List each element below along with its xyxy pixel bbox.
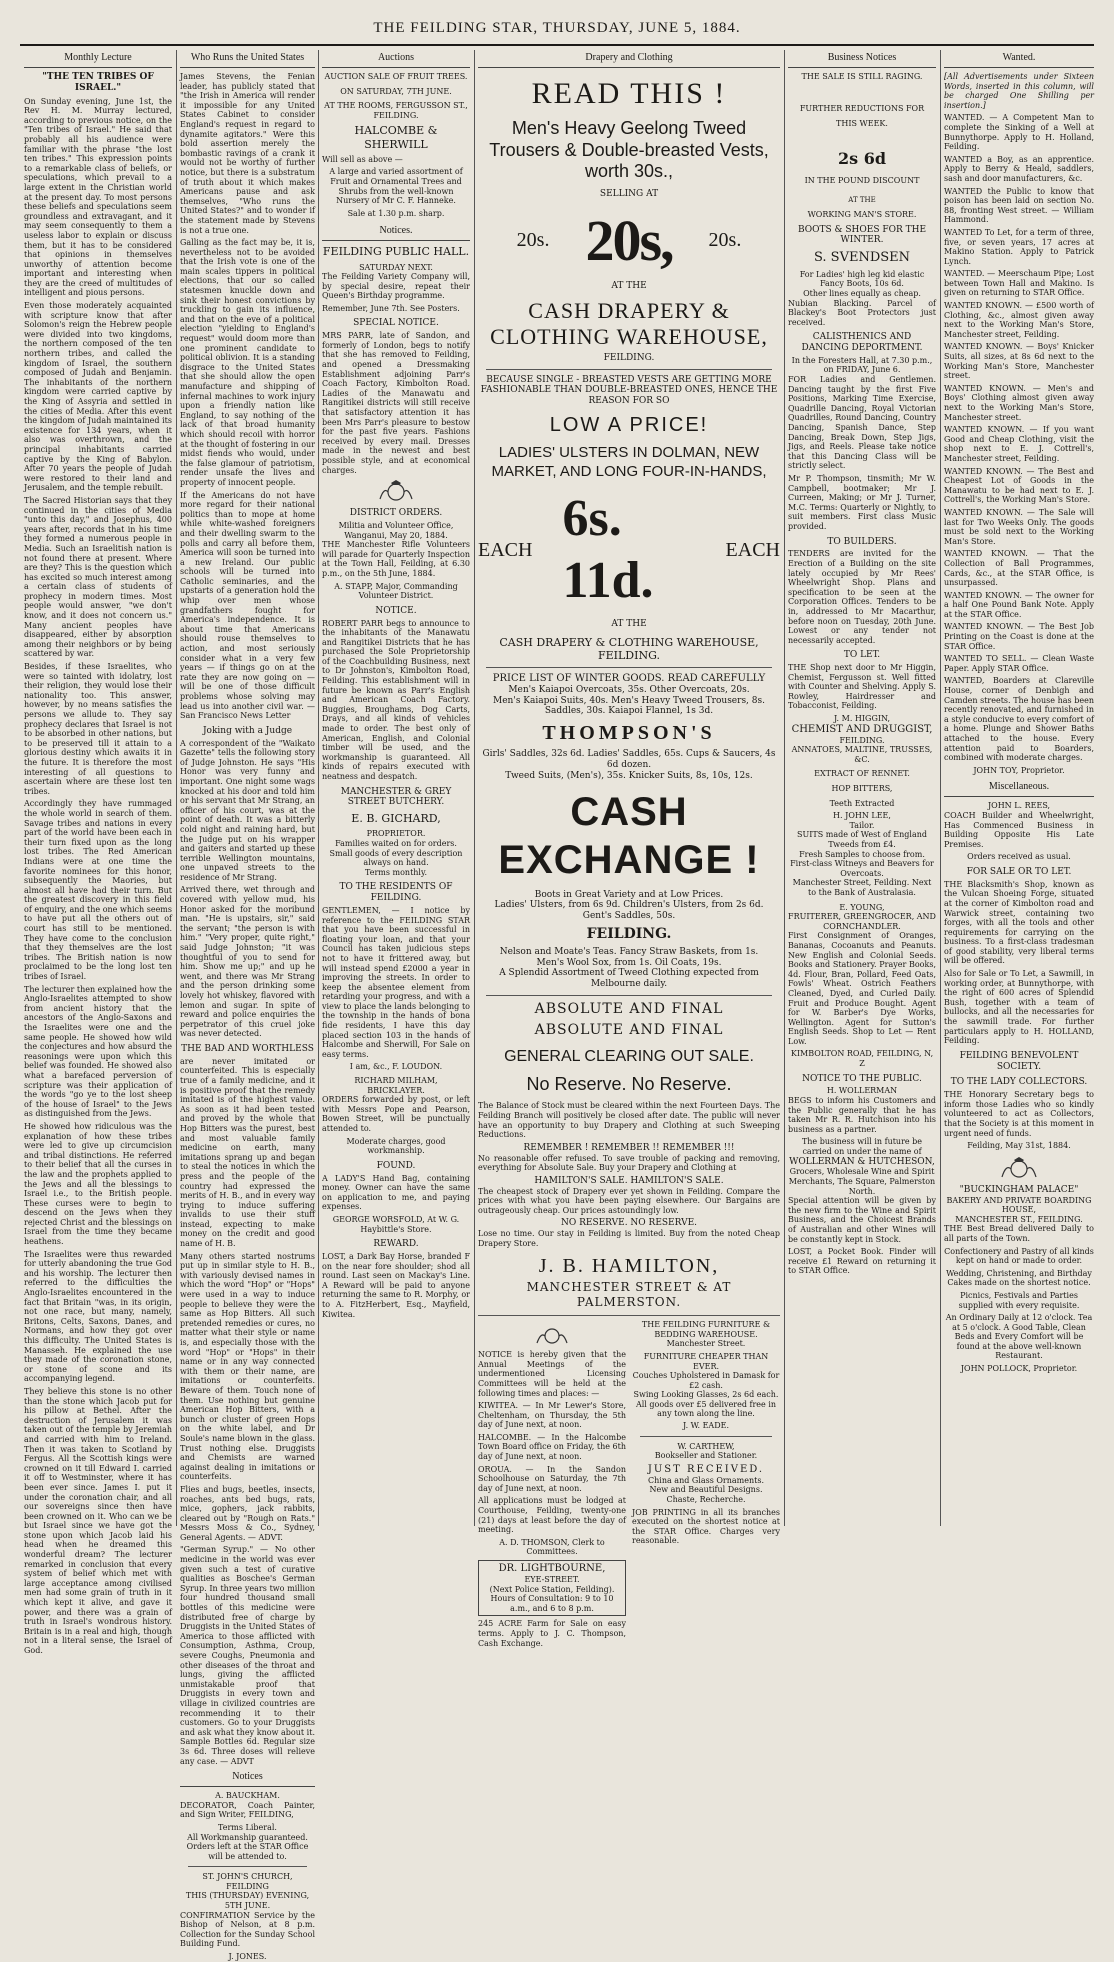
hall-title: FEILDING PUBLIC HALL. (322, 245, 470, 259)
wanted-ad: WANTED TO SELL. — Clean Waste Paper. Apply STAR Office. (944, 654, 1094, 673)
price-left: 20s. (516, 229, 550, 252)
lee-trade: Tailor. (849, 820, 875, 830)
ulsters-headline: LADIES' ULSTERS IN DOLMAN, NEW MARKET, AND LONG FOUR-IN-HANDS, (491, 443, 767, 481)
palace-dinner: An Ordinary Daily at 12 o'clock. Tea at 5 o'clock. A Good Table, Clean Beds and Every Comfort will be found at the above well-known Restaurant. (945, 1313, 1093, 1361)
rees-name: JOHN L. REES, (987, 801, 1051, 811)
price-list-line: Ladies' Ulsters, from 6s 9d. Children's Ulsters, from 2s 6d. (494, 900, 764, 911)
column-business-notices (788, 50, 936, 1530)
auction-firm: HALCOMBE & SHERWILL (354, 124, 438, 151)
found-text: A LADY'S Hand Bag, containing money. Owner can have the same on application to me, and paying expenses. (322, 1173, 470, 1212)
paragraph: If the Americans do not have more regard for their national politics than to mope at home while white-washed foreigners and their dwelling swarm to the polls and carry all before them, America will soon be turned into a new Ireland. Our public schools will be turned into Catholic seminaries, and the upstarts of a generation hold the whip over men whose grandfathers fought for America's independence. It is about time that Americans should rouse themselves to action, and most seriously consider what in a very few years — if things go on at the rate they are now going on — will be one of those difficult problems whose solving may lead us into another civil war. — San Francisco News Letter (180, 490, 315, 721)
hamilton-name: J. B. HAMILTON, (538, 1255, 720, 1278)
furniture-street: Manchester Street. (666, 1339, 746, 1349)
church-date: THIS (THURSDAY) EVENING, 5TH JUNE. (185, 1891, 310, 1911)
clearing-sale-headline: GENERAL CLEARING OUT SALE. (504, 1047, 754, 1065)
price-row (478, 206, 780, 276)
paragraph: The Israelites were thus rewarded for utterly abandoning the true God and his worship. The lecturer then referred to the difficulties the Anglo-Israelites encountered in the fact that Britain "was, in its origin, not one race, but many, namely, Britons, Celts, Saxons, Danes, and Normans, and how they got over this difficulty. The United States is Manasseh. He explained the use they made of the coronation stone, or stone of scone and its accompanying legend. (24, 1249, 172, 1384)
price-big: 20s, (585, 207, 673, 273)
column-divider (474, 50, 475, 1526)
dentist-sub: EYE-STREET. (524, 1575, 580, 1584)
royal-crest-icon (376, 479, 416, 503)
column-heading: Drapery and Clothing (478, 50, 780, 68)
notice-terms: Terms Liberal. (218, 1822, 277, 1832)
benevolent-heading: FEILDING BENEVOLENT SOCIETY. (959, 1050, 1079, 1072)
price-right: 20s. (708, 229, 742, 252)
paragraph: He showed how ridiculous was the explanation of how these tribes were led to give up circumcision and tribal distinctions. He referred to their belief that all the curses in the law and the prophets applied to the Jews and all the blessings to Israel i.e., to the British people. These curses were to begin to descend on the Jews when they rejected Christ and the blessings on Israel from the time they became heathens. (24, 1121, 172, 1247)
remember-line: REMEMBER ! REMEMBER !! REMEMBER !!! (523, 1142, 735, 1153)
jobprint-text: JOB PRINTING in all its branches executed on the shortest notice at the STAR Office. Charges very reasonable. (632, 1507, 780, 1546)
rees-text: COACH Builder and Wheelwright, Has Commenced Business in Building Opposite His Late Premises. (944, 810, 1094, 849)
wanted-ad: WANTED the Public to know that poison has been laid on section No. 88, fronting West street. — William Hammond. (944, 186, 1094, 225)
lost-text: LOST, a Pocket Book. Finder will receive £1 Reward on returning it to STAR Office. (788, 1247, 936, 1276)
young-address: KIMBOLTON ROAD, FEILDING, N, Z (790, 1049, 934, 1069)
paragraph: Flies and bugs, beetles, insects, roaches, ants bed bugs, rats, mice, gophers, jack rabbits, cleared out by "Rough on Rats." Messrs Moss & Co., Sydney, General Agents. — ADVT. (180, 1484, 315, 1542)
column-monthly-lecture (24, 50, 172, 1655)
samples-text: Fresh Samples to choose from. First-class Witneys and Beavers for Overcoats. (790, 849, 934, 878)
article-title: "THE TEN TRIBES OF ISRAEL." (42, 72, 154, 93)
wollerman-name: H. WOLLERMAN (826, 1086, 898, 1096)
price-list-line: Girls' Saddles, 32s 6d. Ladies' Saddles, 65s. Cups & Saucers, 4s 6d dozen. (482, 749, 776, 771)
boots-heading: BOOTS & SHOES FOR THE WINTER. (797, 224, 927, 246)
notice-guarantee: All Workmanship guaranteed. (187, 1832, 308, 1842)
hall-remember: Remember, June 7th. See Posters. (322, 303, 460, 313)
hall-date: SATURDAY NEXT. (359, 262, 433, 272)
young-text: First Consignment of Oranges, Bananas, Cocoanuts and Peanuts. New English and Colonial Seeds. Books and Stationery. Prayer Books, 4d. Flour, Bran, Pollard, Feed Oats, Fowls' Wheat. Ostrich Feathers Cleaned, Dyed, and Curled Daily. Fruit and Produce Bought. Agent for W. Barber's Dye Works, Wellington. Agent for Sutton's English Seeds. Shop to Let — Rent Low. (788, 931, 936, 1046)
cash-exchange-headline: CASH EXCHANGE ! (498, 789, 760, 882)
manchester-text: Manchester Street, Feilding. Next to the Bank of Australasia. (792, 878, 932, 897)
bottom-left-notices (478, 1320, 626, 1651)
column-divider (318, 50, 319, 1526)
auction-title: AUCTION SALE OF FRUIT TREES. (324, 72, 468, 81)
sale-text: The Balance of Stock must be cleared within the next Fourteen Days. The Feilding Branch will positively be closed after date. The public will never have an opportunity to buy Drapery and Clothing at such Sweeping Reductions. (478, 1101, 780, 1140)
divider (486, 667, 772, 668)
paragraph: The Sacred Historian says that they continued in the cities of Media "unto this day," and Josephus, 400 years after, records that in his time they formed a numerous people in Media. Such an Israelitish nation is not found there at present. Where are they? This is the question which has excited so much interest among a certain class of students of prophecy in modern times. Most people would answer, "we don't know, and it does not concern us." Many ancient peoples have disappeared, either by absorption among their neighbors or by being scattered by war. (24, 495, 172, 659)
higgin-name: J. M. HIGGIN, (833, 714, 891, 724)
nubian-text: Nubian Blacking. Parcel of Blackey's Boot Protectors just received. (788, 298, 936, 327)
china-line: China and Glass Ornaments. (648, 1475, 764, 1485)
notices-heading: Notices. (322, 223, 470, 241)
palace-text: THE Best Bread delivered Daily to all parts of the Town. (944, 1224, 1094, 1243)
paragraph: "German Syrup." — No other medicine in the world was ever given such a test of curative qualities as Boschee's German Syrup. In three years two million four hundred thousand small bottles of this medicine were distributed free of charge by Druggists in the United States of America to those afflicted with Consumption, Asthma, Croup, severe Coughs, Pneumonia and other diseases of the throat and lungs, giving the afflicted unmistakable proof that Druggists in every town and village in civilized countries are recommending it to their customers. Go to your Druggists and ask what they know about it. Sample Bottles 6d. Regular size 3s 6d. Three doses will relieve any case. — ADVT (180, 1545, 315, 1766)
wanted-ad: WANTED KNOWN. — The owner for a half One Pound Bank Note. Apply at the STAR Office. (944, 590, 1094, 619)
wanted-ad: WANTED a Boy, as an apprentice. Apply to Berry & Heald, saddlers, sash and door manufacturers, &c. (944, 154, 1094, 183)
wanted-ad: WANTED, Boarders at Clareville House, corner of Denbigh and Camden streets. The house has been recently renovated, and furnished in a style conducive to every comfort of a home. Plunge and Shower Baths attached to the house. Every attention paid to Boarders, combined with moderate charges. (944, 676, 1095, 763)
column-drapery-clothing (478, 50, 780, 1648)
district-sign: A. STAPP, Major, Commanding Volunteer District. (334, 581, 458, 601)
palace-street: MANCHESTER ST., FEILDING. (955, 1214, 1083, 1224)
received-heading: JUST RECEIVED. (647, 1463, 765, 1475)
calisthenics-text: FOR Ladies and Gentlemen. Dancing taught by the first Five Positions, Marking Time Exercise, Quadrille Dancing, Royal Victorian Quadrilles, Round Dancing, Country Dancing, Spanish Dance, Step Dancing, Break Down, Step Jigs, Jigs, and Reels. Please take notice that this Dancing Class will be strictly select. (788, 375, 936, 471)
residents-text: GENTLEMEN, — I notice by reference to the FEILDING STAR that you have been successful in floating your loan, and that your Council has taken judicious steps not to have it frittered away, but will instead spend £2000 a year in improving the streets. In order to keep the absentee element from retarding your progress, and with a view to place the lands belonging to the township in the hands of bona fide residents, I have this day placed section 103 in the hands of Halcombe and Sherwill, For Sale on easy terms. (322, 905, 470, 1059)
notice-text: ROBERT PARR begs to announce to the inhabitants of the Manawatu and Rangitikei Districts that he has purchased the Sole Proprietorship of the Coachbuilding Business, next to Dr Johnston's, Kimbolton Road, Feilding. This establishment will in future be known as Parr's English and American Coach Factory. Buggies, Broughams, Dog Carts, Drays, and all kinds of vehicles made to order. The best only of American, English, and Colonial timber will be used, and the workmanship is guaranteed. All kinds of repairs executed with neatness and despatch. (322, 618, 470, 782)
wollerman-future: The business will in future be carried on under the name of (801, 1137, 923, 1157)
tolet-text: THE Shop next door to Mr Higgin, Chemist, Fergusson st. Well fitted with Counter and Shelving. Apply S. Rowley, Hairdresser and Tobacconist, Feilding. (788, 663, 936, 711)
bottom-notices (478, 1315, 780, 1651)
forsale-also: Also for Sale or To Let, a Sawmill, in working order, at Bunnythorpe, with the right of 600 acres of Splendid Bush, together with a team of bullocks, and all the necessaries for the sawmill trade. For further particulars apply to H. HOLLAND, Feilding. (944, 969, 1094, 1046)
dentist-box (478, 1560, 626, 1616)
paragraph: The lecturer then explained how the Anglo-Israelites attempted to show from ancient history that the ancestors of the Anglo-Saxons and the Israelites were one and the same people. He showed how wild the conjectures and how absurd the reasonings were upon which this belief was founded. He showed also what a barefaced perversion of scripture was their application of the words "go ye to the lost sheep of the house of Israel" to the Jews as distinguished from the Jews. (24, 984, 172, 1119)
district-sub: Militia and Volunteer Office, Wanganui, May 20, 1884. (338, 520, 454, 540)
butcher-prop: PROPRIETOR. (366, 829, 426, 839)
milham-trade: BRICKLAYER. (367, 1085, 425, 1095)
this-week: THIS WEEK. (836, 119, 888, 129)
builders-heading: TO BUILDERS. (827, 536, 897, 547)
chaste-line: Chaste, Recherche. (666, 1495, 746, 1505)
auction-will: Will sell as above — (322, 154, 403, 164)
district-text: THE Manchester Rifle Volunteers will parade for Quarterly Inspection at the Town Hall, Feilding, at 6.30 p.m., on the 5th June, 1884. (322, 540, 470, 578)
public-notice-heading: NOTICE TO THE PUBLIC. (802, 1073, 922, 1084)
notice-name: A. BAUCKHAM. (215, 1791, 280, 1801)
section-heading: THE BAD AND WORTHLESS (181, 1043, 314, 1054)
furniture-couch: Couches Upholstered in Damask for £2 cash. (632, 1371, 780, 1390)
thompsons-headline: THOMPSON'S (542, 722, 716, 745)
misc-heading: Miscellaneous. (944, 779, 1094, 797)
sale-raging: THE SALE IS STILL RAGING. (801, 72, 923, 81)
paragraph: Many others started nostrums put up in similar style to H. B., with variously devised names in which the word "Hop" or "Hops" were used in a way to induce people to believe they were the same as Hop Bitters. All such pretended remedies or cures, no matter what their style or name is, and especially those with the word "Hop" or "Hops" in their name or in any way connected with them or their name, are imitations or counterfeits. Beware of them. Touch none of them. Use nothing but genuine American Hop Bitters, with a bunch or cluster of green Hops on the white label, and Dr Soule's name blown in the glass. Trust nothing else. Druggists and Chemists are warned against dealing in imitations or counterfeits. (180, 1251, 315, 1482)
butcher-heading: MANCHESTER & GREY STREET BUTCHERY. (340, 786, 452, 808)
acre-text: 245 ACRE Farm for Sale on easy terms. Apply to J. C. Thompson, Cash Exchange. (478, 1619, 626, 1648)
builders-text: TENDERS are invited for the Erection of a Building on the site lately occupied by Mr Rees' Wheelwright Shop. Plans and specification to be seen at the Corporation Offices. Tenders to be in, addressed to Mr Macarthur, before noon on Tuesday, 20th June. Lowest or any tender not necessarily accepted. (788, 549, 936, 645)
masthead (0, 0, 1114, 46)
tolet-heading: TO LET. (843, 650, 881, 661)
furniture-text: FURNITURE CHEAPER THAN EVER. (643, 1351, 769, 1371)
notice-heading: NOTICE. (375, 605, 417, 616)
butcher-name: E. B. GICHARD, (351, 812, 441, 826)
lee-name: H. JOHN LEE, (833, 811, 891, 821)
each-right: EACH (725, 539, 780, 562)
price-list-line: A Splendid Assortment of Tweed Clothing expected from Melbourne daily. (499, 968, 759, 990)
paragraph: Accordingly they have rummaged the whole world in search of them. Savage tribes and nations in every part of the world have been each in their turn fixed upon as the long lost tribes. The Red American Indians were at one time the favorite nominees for this honor, subsequently the Maories, but almost all have had their turn. But the greatest discovery in this field of enquiry, and the one which seems to have put all the others out of court has still to be mentioned. They have come to the conclusion that they themselves are the lost tribes. The British nation is now proclaimed to be the long lost ten tribes of Israel. (24, 799, 172, 982)
price-list-heading: PRICE LIST OF WINTER GOODS. READ CAREFULLY (492, 672, 766, 684)
notice-text: All applications must be lodged at Courthouse, Feilding, twenty-one (21) days at least before the day of meeting. (478, 1496, 626, 1535)
milham-rates: Moderate charges, good workmanship. (346, 1136, 446, 1156)
further-reductions: FURTHER REDUCTIONS FOR (799, 103, 925, 113)
no-reserve-headline: No Reserve. No Reserve. (526, 1073, 732, 1094)
carthew-name: W. CARTHEW, (677, 1441, 735, 1451)
eade-sign: J. W. EADE. (683, 1421, 729, 1431)
found-heading: FOUND. (376, 1160, 416, 1171)
each-price: 6s. 11d. (562, 489, 654, 610)
column-divider (784, 50, 785, 1526)
butcher-terms: Terms monthly. (365, 867, 427, 877)
hop-bitters-line: HOP BITTERS, (831, 784, 893, 794)
annatoes-line: ANNATOES, MALTINE, TRUSSES, &C. (791, 745, 933, 764)
teeth-line: Teeth Extracted (829, 798, 895, 808)
wanted-ad: WANTED To Let, for a term of three, five, or seven years, 17 acres at Makino Station. Apply to Patrick Lynch. (944, 227, 1094, 266)
designs-line: New and Beautiful Designs. (649, 1485, 763, 1495)
milham-text: ORDERS forwarded by post, or left with Messrs Pope and Pearson, Bowen Street, will be punctually attended to. (322, 1095, 470, 1134)
calisthenics-refs: Mr P. Thompson, tinsmith; Mr W. Campbell, bootmaker; Mr J. Curreen, Making; or Mr J. Turner, M.C. Terms: Quarterly or Nightly, to suit members. First class Music provided. (788, 474, 936, 531)
notice-text: HALCOMBE. — In the Halcombe Town Board office on Friday, the 6th day of June next, at noon. (478, 1432, 626, 1462)
royal-crest-icon (997, 1155, 1041, 1181)
forsale-text: THE Blacksmith's Shop, known as the Vulcan Shoeing Forge, situated at the corner of Kimbolton road and Warwick street, containing two forges, with all the tools and other requirements for carrying on the business. To a first-class tradesman of good stability, very liberal terms will be offered. (944, 879, 1094, 966)
furniture-heading: THE FEILDING FURNITURE & BEDDING WAREHOUSE. (641, 1320, 771, 1339)
young-name: E. YOUNG, (839, 902, 885, 912)
column-us-article (180, 50, 315, 1962)
collectors-text: THE Honorary Secretary begs to inform those Ladies who so kindly volunteered to act as Collectors, that the Society is at this moment in urgent need of funds. (944, 1090, 1094, 1138)
palace-name: "BUCKINGHAM PALACE" (959, 1184, 1079, 1195)
price-list-line: Men's Kaiapoi Overcoats, 35s. Other Overcoats, 20s. (508, 684, 750, 695)
notice-text: NOTICE is hereby given that the Annual Meetings of the undermentioned Licensing Committees will be held at the following times and places: — (478, 1350, 626, 1398)
paragraph: are never imitated or counterfeited. This is especially true of a family medicine, and it is positive proof that the remedy imitated is of the highest value. As soon as it had been tested and proved by the whole that Hop Bitters was the purest, best and most valuable family medicine on earth, many imitations sprang up and began to steal the notices in which the press and the people of the country had expressed the merits of H. B., and in every way trying to induce suffering invalids to use their stuff instead, expecting to make money on the credit and good name of H. B. (180, 1056, 315, 1249)
church-sign: J. JONES. (228, 1952, 267, 1962)
price-list-line: Boots in Great Variety and at Low Prices. (534, 889, 724, 900)
discount-text: IN THE POUND DISCOUNT (804, 175, 920, 185)
because-text: BECAUSE SINGLE - BREASTED VESTS ARE GETTING MORE FASHIONABLE THAN DOUBLE-BREASTED ONES, HENCE THE REASON FOR SO (480, 374, 778, 407)
read-this-headline: READ THIS ! (531, 77, 727, 110)
price-list-line: Saddles, 30s. Kaiapoi Flannel, 1s 3d. (544, 706, 714, 717)
notice-sign: A. D. THOMSON, Clerk to Committees. (499, 1537, 605, 1557)
district-heading: DISTRICT ORDERS. (349, 508, 443, 519)
store-name-2: CASH DRAPERY & CLOTHING WAREHOUSE, FEILDING. (499, 635, 759, 662)
wanted-ad: WANTED KNOWN. — The Sale will last for Two Weeks Only. The goods must be sold next to the Working Man's Store. (944, 507, 1094, 546)
auction-place: AT THE ROOMS, FERGUSSON ST., FEILDING. (324, 101, 468, 120)
column-heading: Auctions (322, 50, 470, 68)
price-list-line: Nelson and Moate's Teas. Fancy Straw Baskets, from 1s. (499, 946, 759, 957)
wollerman-trade: Grocers, Wholesale Wine and Spirit Merchants, The Square, Palmerston North. (788, 1167, 936, 1196)
butcher-small: Small goods of every description always on hand. (329, 848, 463, 868)
sale-text: Lose no time. Our stay in Feilding is limited. Buy from the noted Cheap Drapery Store. (478, 1229, 780, 1248)
residents-heading: TO THE RESIDENTS OF FEILDING. (339, 882, 453, 904)
wanted-ad: WANTED KNOWN. — £500 worth of Clothing, &c., almost given away next to the Working Man's Store, Manchester street, Feilding. (944, 301, 1094, 339)
paragraph: A correspondent of the "Waikato Gazette" tells the following story of Judge Johnston. He says "His Honor was very funny and important. One night some wags knocked at his door and told him or his servant that Mr Strang, an officer of his court, was at the point of death. It was a bitterly cold night and raining hard, but the Judge put on his wrapper and gaiters and started up these terrible Wellington mountains, one unpaved streets to the residence of Mr Strang. (180, 738, 315, 882)
special-notice-text: MRS PARR, late of Sandon, and formerly of London, begs to notify that she has removed to Feilding, and opened a Dressmaking Establishment adjoining Parr's Coach Factory, Kimbolton Road. Ladies of the Manawatu and Rangitikei districts will still receive that satisfactory attention it has been Mrs Parr's pleasure to bestow for the past five years. Fashions received by every mail. Dresses made in the newest and best possible style, and at economical charges. (322, 331, 470, 475)
no-reserve-line: NO RESERVE. NO RESERVE. (560, 1218, 698, 1229)
wanted-intro: [All Advertisements under Sixteen Words, inserted in this column, will be charged One Shilling per insertion.] (944, 72, 1094, 110)
higgin-trade: CHEMIST AND DRUGGIST, (791, 723, 933, 735)
at-the: AT THE (611, 281, 647, 292)
auction-text: A large and varied assortment of Fruit and Ornamental Trees and Shrubs from the well-known Nursery of Mr C. F. Hanneke. (329, 167, 463, 206)
pollock-sign: JOHN POLLOCK, Proprietor. (960, 1364, 1078, 1374)
wanted-ad: WANTED. — A Competent Man to complete the Sinking of a Well at Bunnythorpe. Apply to H. Holland, Feilding. (944, 113, 1094, 152)
selling-at: SELLING AT (599, 188, 659, 199)
working-mans-store: WORKING MAN'S STORE. (807, 209, 917, 219)
masthead-title: THE FEILDING STAR, THURSDAY, JUNE 5, 1884. (373, 20, 741, 36)
notices-heading: Notices (180, 1769, 315, 1787)
store-place: FEILDING. (603, 352, 655, 363)
absolute-final: ABSOLUTE AND FINAL (534, 1001, 724, 1018)
hamilton-sale: HAMILTON'S SALE. HAMILTON'S SALE. (534, 1175, 724, 1186)
divider (486, 369, 772, 370)
paragraph: Galling as the fact may be, it is, nevertheless not to be avoided that the Irish vote is one of the main scales tippers in political elections, that our so called statesmen knuckle down and sink their honest convictions by truckling to gain its influence, and that on the eve of a political election "yielding to England's request" would doom more than one prominent candidate to political oblivion. It is a standing disgrace to the United States that she should allow the open manufacture and shipping of infernal machines to work injury upon a friendly nation like England, to say nothing of the lack of that broad humanity which should recoil with horror at the thought of fostering in our midst fiends who would, under the false glamour of patriotism, render unsafe the lives and property of innocent people. (180, 238, 315, 487)
auction-date: ON SATURDAY, 7TH JUNE. (340, 86, 452, 96)
column-heading: Business Notices (788, 50, 936, 68)
divider (188, 1866, 307, 1867)
carthew-trade: Bookseller and Stationer. (654, 1451, 758, 1461)
calisthenics-date: In the Foresters Hall, at 7.30 p.m., on FRIDAY, June 6. (791, 355, 933, 375)
dentist-text: (Next Police Station, Feilding). Hours of Consultation: 9 to 10 a.m., and 6 to 8 p.m. (489, 1584, 615, 1613)
at-the: AT THE (848, 195, 876, 204)
wollerman-special: Special attention will be given by the new firm to the Wine and Spirit Business, and the Choicest Brands of Australian and other Wines will be constantly kept in Stock. (788, 1196, 936, 1244)
paragraph: Besides, if these Israelites, who were so tainted with idolatry, lost their religion, they would lose their nationality too. This answer, however, by no means satisfies the persons we allude to. They say prophecy declares that Israel is not to be absorbed in other nations, but to be preserved till it attain to a glorious destiny which awaits it in the future. It is therefore the most interesting of all questions to ascertain where are these lost ten tribes. (24, 662, 172, 796)
furniture-swing: Swing Looking Glasses, 2s 6d each. All goods over £5 delivered free in any town along the line. (633, 1390, 779, 1419)
column-auctions (322, 50, 470, 1530)
rees-orders: Orders received as usual. (967, 852, 1071, 862)
column-heading: Who Runs the United States (180, 50, 315, 68)
special-notice-heading: SPECIAL NOTICE. (353, 318, 439, 329)
price-list-line: Men's Wool Sox, from 1s. Oil Coats, 19s. (536, 957, 722, 968)
bottom-right-notices (632, 1320, 780, 1651)
column-wanted (944, 50, 1094, 1530)
wanted-ad: WANTED KNOWN. — The Best Job Printing on the Coast is done at the STAR Office. (944, 622, 1094, 651)
divider (486, 995, 772, 996)
notice-text: DECORATOR, Coach Painter, and Sign Writer, FEILDING, (180, 1800, 315, 1820)
butcher-text: Families waited on for orders. (335, 838, 457, 848)
toy-sign: JOHN TOY, Proprietor. (973, 765, 1065, 775)
wollerman-firm: WOLLERMAN & HUTCHESON, (789, 1156, 935, 1167)
church-text: CONFIRMATION Service by the Bishop of Nelson, at 8 p.m. Collection for the Sunday School Building Fund. (180, 1910, 315, 1949)
paragraph: Arrived there, wet through and covered with yellow mud, his Honor asked for the moribund man. "He is upstairs, sir," said the servant; "the person is with him." "Very proper, quite right," said Judge Johnston; "it was thoughtful of you to send for him. Show me up;" and up he went, and there was Mr Strang and the person drinking some lovely hot whiskey, flavored with lemon and sugar. In spite of reward and police enquiries the perpetrator of this cruel joke was never detected. (180, 885, 315, 1039)
hamilton-address: MANCHESTER STREET & AT PALMERSTON. (526, 1280, 732, 1309)
palace-sub: BAKERY AND PRIVATE BOARDING HOUSE, (946, 1195, 1092, 1215)
higgin-place: FEILDING. (839, 735, 885, 745)
wollerman-text: BEGS to inform his Customers and the Public generally that he has taken Mr R. R. Hutchison into his business as a partner. (788, 1096, 936, 1134)
collectors-heading: TO THE LADY COLLECTORS. (950, 1077, 1088, 1088)
each-price-row (478, 488, 780, 613)
paragraph: Even those moderately acquainted with scripture know that after Solomon's reign the Hebrew people were divided into two kingdoms, the northern composed of the ten northern tribes, and called the kingdom of Israel, the southern composed of Judah and Benjamin. The inhabitants of the northern kingdom were carried captive by the King of Assyria and settled in the cities of Media. After this event the kingdom of Judah maintained its existence for 134 years, when it also was overthrown, and the principal inhabitants carried captive by the King of Babylon. After 70 years the people of Judah were restored to their land and Jerusalem, and the temple rebuilt. (24, 301, 172, 493)
store-name: CASH DRAPERY & CLOTHING WAREHOUSE, (490, 297, 768, 350)
paragraph: On Sunday evening, June 1st, the Rev H. M. Murray lectured, according to previous notice, on the "Ten tribes of Israel." He said that probably all his audience were familiar with the phrase "the lost ten tribes." This expression points to a remarkable class of beliefs, or speculations, which prevail to a large extent in the Christian world at the present day. To most persons these beliefs and speculations seem groundless and extravagant, and it may seem consequently to them a useless labor to explain or discuss them, but it has to be considered that opinions in themselves unworthy of attention become important and interesting when they are the creed of multitudes of intelligent and pious persons. (24, 96, 172, 298)
suits-text: SUITS made of West of England Tweeds from £4. (796, 830, 928, 850)
milham-name: RICHARD MILHAM, (354, 1076, 438, 1086)
price-list-line: Men's Kaiapoi Suits, 40s. Men's Heavy Tweed Trousers, 8s. (493, 695, 765, 706)
auction-sale: Sale at 1.30 p.m. sharp. (347, 208, 445, 218)
rennet-line: EXTRACT OF RENNET. (814, 769, 910, 779)
column-divider (940, 50, 941, 1526)
sale-text: The cheapest stock of Drapery ever yet shown in Feilding. Compare the prices with what you have been paying elsewhere. Our Bargains are outrageously cheap. Our prices astoundingly low. (478, 1186, 780, 1215)
wanted-ad: WANTED KNOWN. — Boys' Knicker Suits, all sizes, at 8s 6d next to the Working Man's Store, Manchester street. (944, 342, 1094, 381)
found-sign: GEORGE WORSFOLD, At W. G. Haybittle's Store. (332, 1214, 460, 1234)
collectors-date: Feilding, May 31st, 1884. (967, 1141, 1071, 1151)
svendsen-name: S. SVENDSEN (813, 250, 911, 266)
wanted-ad: WANTED. — Meerschaum Pipe; Lost between Town Hall and Makino. Is given on returning to STAR Office. (944, 269, 1094, 298)
reward-heading: REWARD. (373, 1239, 419, 1250)
paragraph: They believe this stone is no other than the stone which Jacob put for his pillow at Bethel. After the destruction of Jerusalem it was taken out of the temple by Jeremiah and carried with him to Ireland. Then it was taken to Scotland by Fergus. All the Scottish kings were crowned on it till Edward I. carried it off to Westminster, where it has been ever since. James I. put it under the coronation chair, and all our sovereigns since then have been crowned on it. Who can we be but Israel since we have got the stone upon which Jacob laid his head when he dreamed this wonderful dream? The lecturer remarked in conclusion that every system of belief which met with large acceptance among civilised men had some grain of truth in it which kept it alive, and gave it power, and there was a grain of truth in Israel's wondrous history. Britain is in a real and high, though not in a literal sense, the Israel of God. (24, 1386, 172, 1655)
paragraph: James Stevens, the Fenian leader, has publicly stated that "the Irish in America will render it impossible for any United States Cabinet to consider England's request in regard to dynamite agitators." Were this bold assertion merely the bombastic ravings of a crank it would not be worthy of further notice, but there is a substratum of truth about it which makes Americans pause and ask themselves, "Who runs the United States?" and to wonder if the statement made by Stevens is not a true one. (180, 72, 315, 235)
price-list-line: Gent's Saddles, 50s. (582, 911, 676, 922)
forsale-heading: FOR SALE OR TO LET. (966, 866, 1072, 877)
notice-text: OROUA. — In the Sandon Schoolhouse on Saturday, the 7th day of June next, at noon. (478, 1464, 626, 1493)
each-left: EACH (478, 539, 533, 562)
svendsen-other: Other lines equally as cheap. (803, 288, 921, 298)
divider (640, 1436, 772, 1437)
reward-text: LOST, a Dark Bay Horse, branded F on the near fore shoulder; shod all round. Last seen on Mackay's Line. A Reward will be paid to anyone returning the same to R. Morphy, or to A. FitzHerbert, Esq., Mayfield, Kiwitea. (322, 1251, 470, 1319)
at-the: AT THE (611, 618, 647, 629)
hall-text: The Feilding Variety Company will, by special desire, repeat their Queen's Birthday programme. (322, 272, 470, 301)
column-heading: Monthly Lecture (24, 50, 172, 68)
wanted-ad: WANTED KNOWN. — The Best and Cheapest Lot of Goods in the Manawatu to be had next to E. J. Cottrell's, the Working Man's Store. (944, 466, 1094, 505)
residents-sign: I am, &c., F. LOUDON. (349, 1062, 443, 1072)
absolute-final: ABSOLUTE AND FINAL (534, 1021, 724, 1038)
palace-wedding: Wedding, Christening, and Birthday Cakes made on the shortest notice. (946, 1268, 1092, 1288)
masthead-rule (20, 44, 1094, 46)
wanted-ad: WANTED KNOWN. — That the Collection of Ball Programmes, Cards, &c., at the STAR Office, is unsurpassed. (944, 549, 1094, 588)
svendsen-text: For Ladies' high leg kid elastic Fancy Boots, 10s 6d. (799, 269, 925, 289)
column-divider (176, 50, 177, 1526)
column-heading: Wanted. (944, 50, 1094, 68)
sale-text: No reasonable offer refused. To save trouble of packing and removing, everything for Absolute Sale. Buy your Drapery and Clothing at (478, 1153, 780, 1173)
notice-text: KIWITEA. — In Mr Lewer's Store, Cheltenham, on Thursday, the 5th day of June next, at noon. (478, 1401, 626, 1430)
calisthenics-heading: CALISTHENICS AND DANCING DEPORTMENT. (801, 332, 923, 354)
mens-trousers-headline: Men's Heavy Geelong Tweed Trousers & Double-breasted Vests, worth 30s., (489, 118, 769, 182)
low-price-headline: LOW A PRICE! (549, 413, 709, 436)
notice-orders: Orders left at the STAR Office will be attended to. (186, 1842, 309, 1861)
price-list-line: Tweed Suits, (Men's), 35s. Knicker Suits, 8s, 10s, 12s. (505, 770, 753, 781)
wanted-ad: WANTED KNOWN. — If you want Good and Cheap Clothing, visit the shop next to E. J. Cottrell's, Manchester street, Feilding. (944, 425, 1094, 463)
church-title: ST. JOHN'S CHURCH, FEILDING (202, 1872, 293, 1891)
palace-picnics: Picnics, Festivals and Parties supplied with every requisite. (958, 1290, 1080, 1310)
discount-amount: 2s 6d (837, 148, 887, 168)
royal-crest-icon (532, 1324, 572, 1346)
dentist-name: DR. LIGHTBOURNE, (498, 1563, 606, 1574)
young-trade: FRUITERER, GREENGROCER, AND CORNCHANDLER. (788, 912, 936, 931)
feilding-headline: FEILDING. (586, 926, 672, 943)
section-heading: Joking with a Judge (202, 725, 293, 736)
palace-confectionery: Confectionery and Pastry of all kinds kept on hand or made to order. (944, 1246, 1094, 1266)
wanted-ad: WANTED KNOWN. — Men's and Boys' Clothing almost given away next to the Working Man's Store, Manchester street. (944, 383, 1094, 422)
